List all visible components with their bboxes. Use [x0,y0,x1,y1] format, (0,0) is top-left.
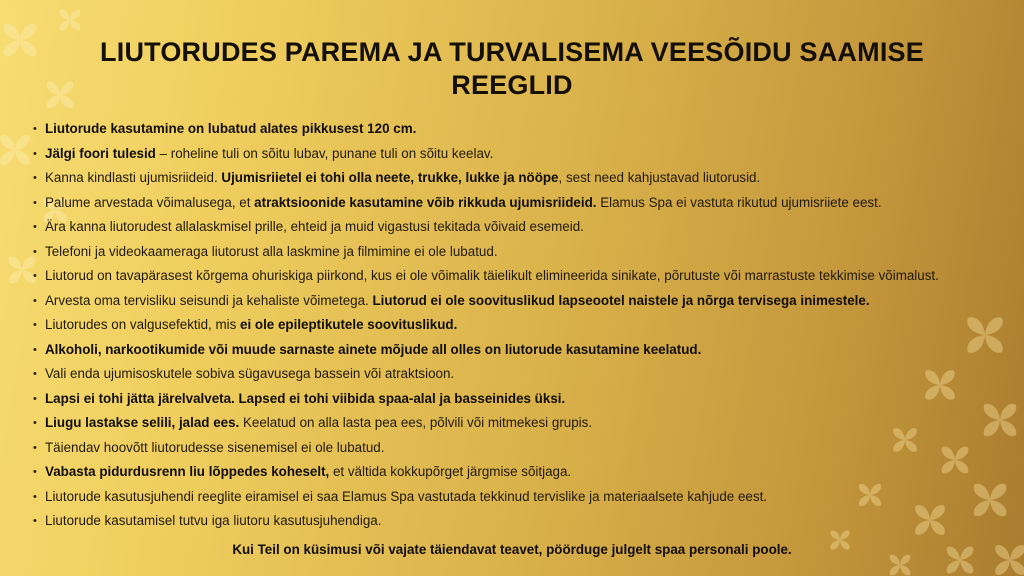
rule-emphasis: Liutorude kasutamine on lubatud alates pikkusest 120 cm. [45,121,417,136]
rule-text: Ära kanna liutorudest allalaskmisel prille, ehteid ja muid vigastusi tekitada võivaid esemeid. [45,219,584,234]
rule-item [33,436,1023,461]
rule-item [33,460,1023,485]
rule-text: , sest need kahjustavad liutorusid. [558,170,761,185]
rule-item [33,289,1023,314]
rule-emphasis: atraktsioonide kasutamine võib rikkuda ujumisriideid. [254,194,597,210]
rule-text: Telefoni ja videokaameraga liutorust alla laskmine ja filmimine ei ole lubatud. [45,243,498,259]
rule-emphasis: ei ole epileptikutele soovituslikud. [240,317,458,332]
rule-emphasis: Liutorud ei ole soovituslikud lapseootel naistele ja nõrga tervisega inimestele. [372,292,870,308]
rule-text: Liutorude kasutusjuhendi reeglite eiramisel ei saa Elamus Spa vastutada tekkinud tervislike ja materiaalsete kahjude eest. [45,488,768,504]
rule-emphasis: Lapsi ei tohi jätta järelvalveta. Lapsed ei tohi viibida spaa-alal ja basseinides üksi. [45,390,566,406]
rule-item [33,509,1023,534]
rule-text: Arvesta oma tervisliku seisundi ja kehaliste võimetega. [45,292,373,308]
rule-text: et vältida kokkupõrget järgmise sõitjaga. [329,464,572,479]
rule-item [33,411,1023,436]
rule-item [33,313,1023,338]
rule-item [33,264,1023,289]
rules-list [33,117,1023,534]
rule-text: Palume arvestada võimalusega, et [45,194,255,210]
rule-emphasis: Liugu lastakse selili, jalad ees. [45,415,240,430]
rule-item [33,338,1023,363]
rule-text: Täiendav hoovõtt liutorudesse sisenemisel ei ole lubatud. [45,439,385,455]
rule-text: Liutorudes on valgusefektid, mis [45,317,241,332]
rule-text: Liutorude kasutamisel tutvu iga liutoru kasutusjuhendiga. [45,513,382,528]
rule-emphasis: Ujumisriietel ei tohi olla neete, trukke, lukke ja nööpe [221,170,559,185]
rule-item [33,240,1023,265]
contact-note: Kui Teil on küsimusi või vajate täiendavat teavet, pöörduge julgelt spaa personali poole. [232,542,792,557]
rule-item [33,485,1023,510]
rule-text: Elamus Spa ei vastuta rikutud ujumisriiete eest. [596,194,882,210]
rule-item [33,387,1023,412]
rule-item [33,142,1023,167]
rule-emphasis: Vabasta pidurdusrenn liu lõppedes koheselt, [45,464,330,479]
rule-emphasis: Jälgi foori tulesid [45,145,156,161]
rule-item [33,362,1023,387]
rule-text: Keelatud on alla lasta pea ees, põlvili või mitmekesi grupis. [239,415,593,430]
rule-text: Kanna kindlasti ujumisriideid. [45,170,222,185]
rule-text: Liutorud on tavapärasest kõrgema ohuriskiga piirkond, kus ei ole võimalik täielikult elimineerida sinikate, põrutuste või marrastuste tekkimise võimalust. [45,268,939,283]
rule-text: – roheline tuli on sõitu lubav, punane tuli on sõitu keelav. [155,145,494,161]
rule-item [33,215,1023,240]
rule-emphasis: Alkoholi, narkootikumide või muude sarnaste ainete mõjude all olles on liutorude kasutamine keelatud. [45,341,702,357]
page-title: LIUTORUDES PAREMA JA TURVALISEMA VEESÕIDU SAAMISE REEGLID [100,37,924,100]
rule-item [33,166,1023,191]
rule-text: Vali enda ujumisoskutele sobiva sügavusega bassein või atraktsioon. [45,366,455,381]
rule-item [33,191,1023,216]
rule-item [33,117,1023,142]
